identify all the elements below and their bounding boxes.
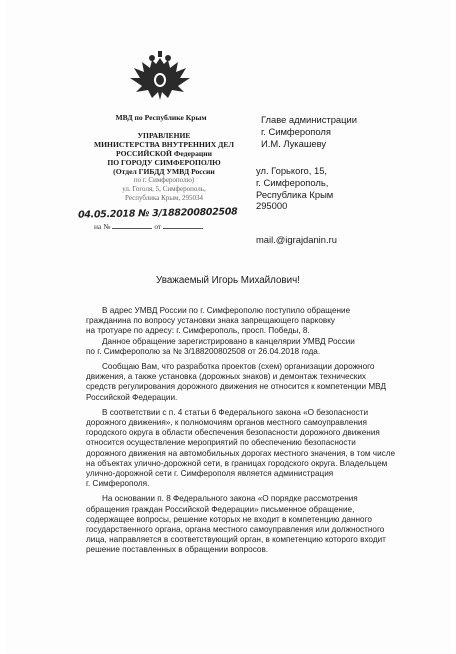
body-line: дорожного движения», к полномочиям органов местного самоуправления	[86, 418, 367, 428]
address-line: ул. Горького, 15,	[256, 165, 328, 176]
recipient-address	[256, 165, 446, 212]
department-address-line: Республика Крым, 295034	[125, 194, 203, 202]
body-line: На основании п. 8 Федерального закона «О порядке рассмотрения	[102, 494, 358, 504]
body-line: по г. Симферополю за № 3/188200802508 от 26.04.2018 года.	[86, 346, 321, 356]
body-line: государственного органа, органа местного самоуправления или должностного	[86, 525, 385, 535]
recipient-block	[261, 114, 451, 151]
body-line: В соответствии с п. 4 статьи 6 Федерального закона «О безопасности	[102, 407, 369, 417]
recipient-line: Главе администрации	[261, 114, 357, 125]
department-line: РОССИЙСКОЙ Федерации	[115, 149, 213, 158]
department-line: ПО ГОРОДУ СИМФЕРОПОЛЮ	[107, 158, 221, 167]
body-line: Сообщаю Вам, что разработка проектов (схем) организации дорожного	[102, 362, 375, 372]
department-block	[64, 131, 264, 203]
body-line: г. Симферополя.	[86, 479, 150, 489]
body-line: городского округа в области обеспечения безопасности дорожного движения	[86, 428, 380, 438]
recipient-line: г. Симферополя	[261, 126, 331, 138]
recipient-line: И.М. Лукашеву	[261, 138, 327, 150]
body-line: решение поставленных в обращении вопросов.	[86, 545, 269, 555]
letter-body	[86, 306, 442, 556]
body-line: дорожного движения на автомобильных дорогах местного значения, в том числе	[86, 448, 396, 458]
recipient-email: mail.@igrajdanin.ru	[256, 234, 337, 245]
department-line: МИНИСТЕРСТВА ВНУТРЕННИХ ДЕЛ	[93, 140, 234, 149]
body-line: содержащее вопросы, решение которых не входит в компетенцию данного	[86, 514, 372, 524]
body-line: Данное обращение зарегистрировано в канцелярии УМВД России	[102, 336, 355, 346]
body-line: средств регулирования дорожного движения не относится к компетенции МВД	[86, 382, 387, 392]
body-line: обращения граждан Российской Федерации» письменное обращение,	[86, 504, 355, 514]
reference-number-row	[94, 222, 205, 231]
department-line: (Отдел ГИБДД УМВД России	[113, 167, 215, 176]
na-label: на №	[94, 222, 111, 231]
address-line: Республика Крым	[256, 188, 334, 200]
body-line: В адрес УМВД России по г. Симферополю поступило обращение	[102, 306, 351, 315]
handwritten-outgoing-number: 04.05.2018 № 3/188200802508	[77, 206, 238, 221]
department-line: УПРАВЛЕНИЕ	[137, 131, 191, 140]
body-line: на объектах улично-дорожной сети, в границах городского округа. Владельцем	[86, 458, 388, 468]
department-address-line: ул. Гоголя, 5, Симферополь,	[122, 185, 206, 193]
greeting: Уважаемый Игорь Михайлович!	[156, 275, 300, 286]
body-line: Российской Федерации.	[86, 392, 178, 402]
ministry-name: МВД по Республике Крым	[115, 113, 207, 122]
body-line: на тротуаре по адресу: г. Симферополь, просп. Победы, 8.	[86, 326, 310, 336]
address-line: 295000	[256, 200, 288, 212]
body-line: улично-дорожной сети г. Симферополя является администрация	[86, 469, 334, 479]
body-line: относится осуществление мероприятий по обеспечению безопасности	[86, 438, 356, 448]
address-line: г. Симферополь,	[256, 176, 329, 188]
mvd-emblem-icon	[128, 50, 192, 108]
body-line: гражданина по вопросу установки знака запрещающего парковку	[86, 316, 335, 326]
department-line: по г. Симферополю)	[133, 176, 195, 184]
body-line: движения, а также установка (дорожных знаков) и демонтаж технических	[86, 372, 367, 382]
ot-label: от	[154, 222, 162, 231]
document-page	[6, 0, 450, 654]
body-line: лица, направляется в соответствующий орган, в компетенцию которого входит	[86, 535, 386, 545]
